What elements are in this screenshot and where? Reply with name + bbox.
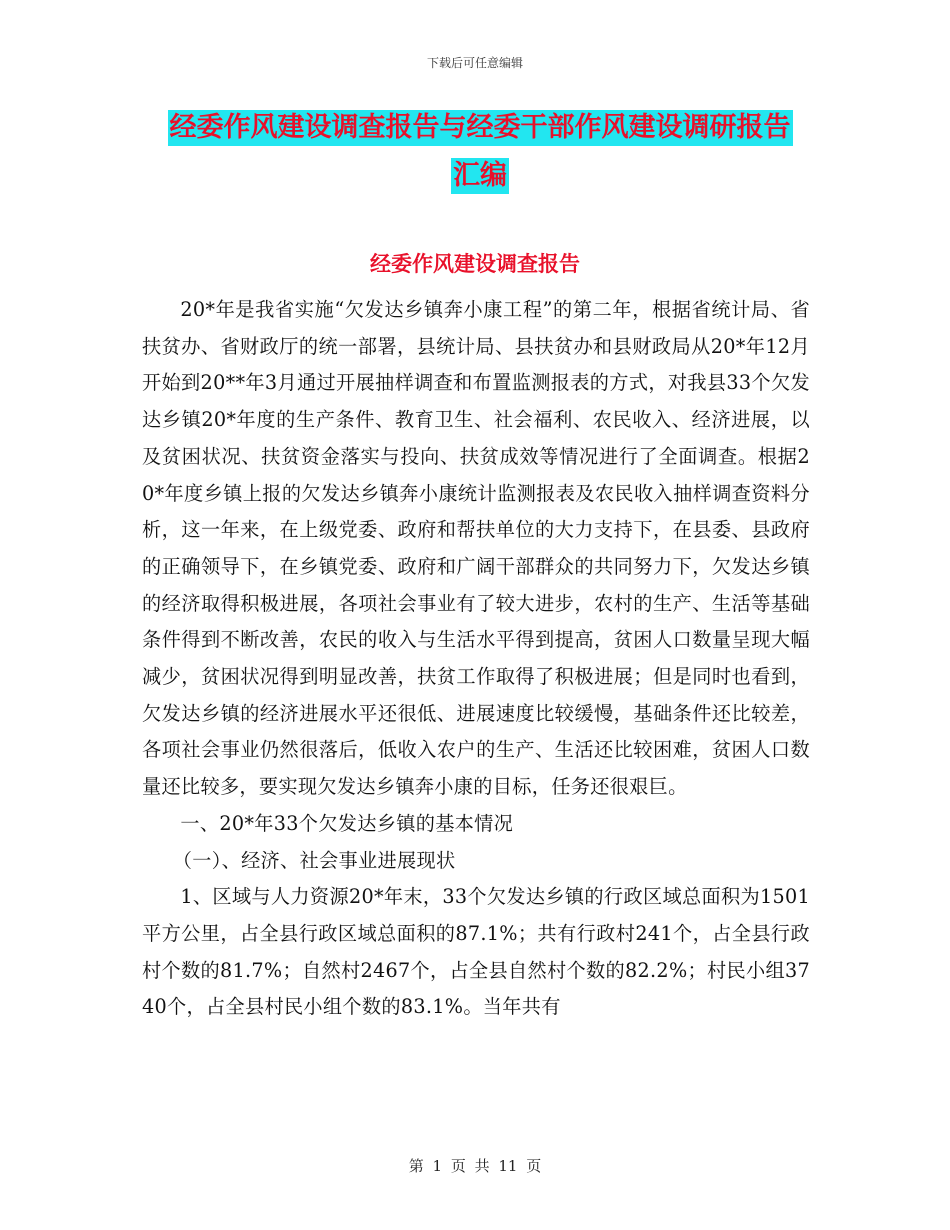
paragraph-heading-1: 一、20*年33个欠发达乡镇的基本情况 [180, 811, 514, 835]
title-line-2: 汇编 [451, 158, 509, 194]
paragraph-region-resources: 1、区域与人力资源20*年末，33个欠发达乡镇的行政区域总面积为1501平方公里，占全县行政区域总面积的87.1%；共有行政村241个，占全县行政村个数的81.7%；自然村2467个，占全县自然村个数的82.2%；村民小组3740个，占全县村民小组个数的83.1%。当年共有 [142, 885, 810, 1019]
page-footer: 第 1 页 共 11 页 [408, 1157, 542, 1175]
paragraph-intro: 20*年是我省实施“欠发达乡镇奔小康工程”的第二年，根据省统计局、省扶贫办、省财政厅的统一部署，县统计局、县扶贫办和县财政局从20*年12月开始到20**年3月通过开展抽样调查和布置监测报表的方式，对我县33个欠发达乡镇20*年度的生产条件、教育卫生、社会福利、农民收入、经济进展，以及贫困状况、扶贫资金落实与投向、扶贫成效等情况进行了全面调查。根据20*年度乡镇上报的欠发达乡镇奔小康统计监测报表及农民收入抽样调查资料分析，这一年来，在上级党委、政府和帮扶单位的大力支持下，在县委、县政府的正确领导下，在乡镇党委、政府和广阔干部群众的共同努力下，欠发达乡镇的经济取得积极进展，各项社会事业有了较大进步，农村的生产、生活等基础条件得到不断改善，农民的收入与生活水平得到提高，贫困人口数量呈现大幅减少，贫困状况得到明显改善，扶贫工作取得了积极进展；但是同时也看到，欠发达乡镇的经济进展水平还很低、进展速度比较缓慢，基础条件还比较差，各项社会事业仍然很落后，低收入农户的生产、生活还比较困难，贫困人口数量还比较多，要实现欠发达乡镇奔小康的目标，任务还很艰巨。 [142, 298, 810, 799]
section-subtitle: 经委作风建设调查报告 [370, 251, 580, 276]
header-note: 下载后可任意编辑 [426, 56, 523, 70]
body-text [142, 292, 810, 1026]
title-line-1: 经委作风建设调查报告与经委干部作风建设调研报告 [168, 110, 793, 146]
paragraph-heading-1-1: （一）、经济、社会事业进展现状 [172, 848, 456, 872]
document-title [150, 110, 810, 194]
